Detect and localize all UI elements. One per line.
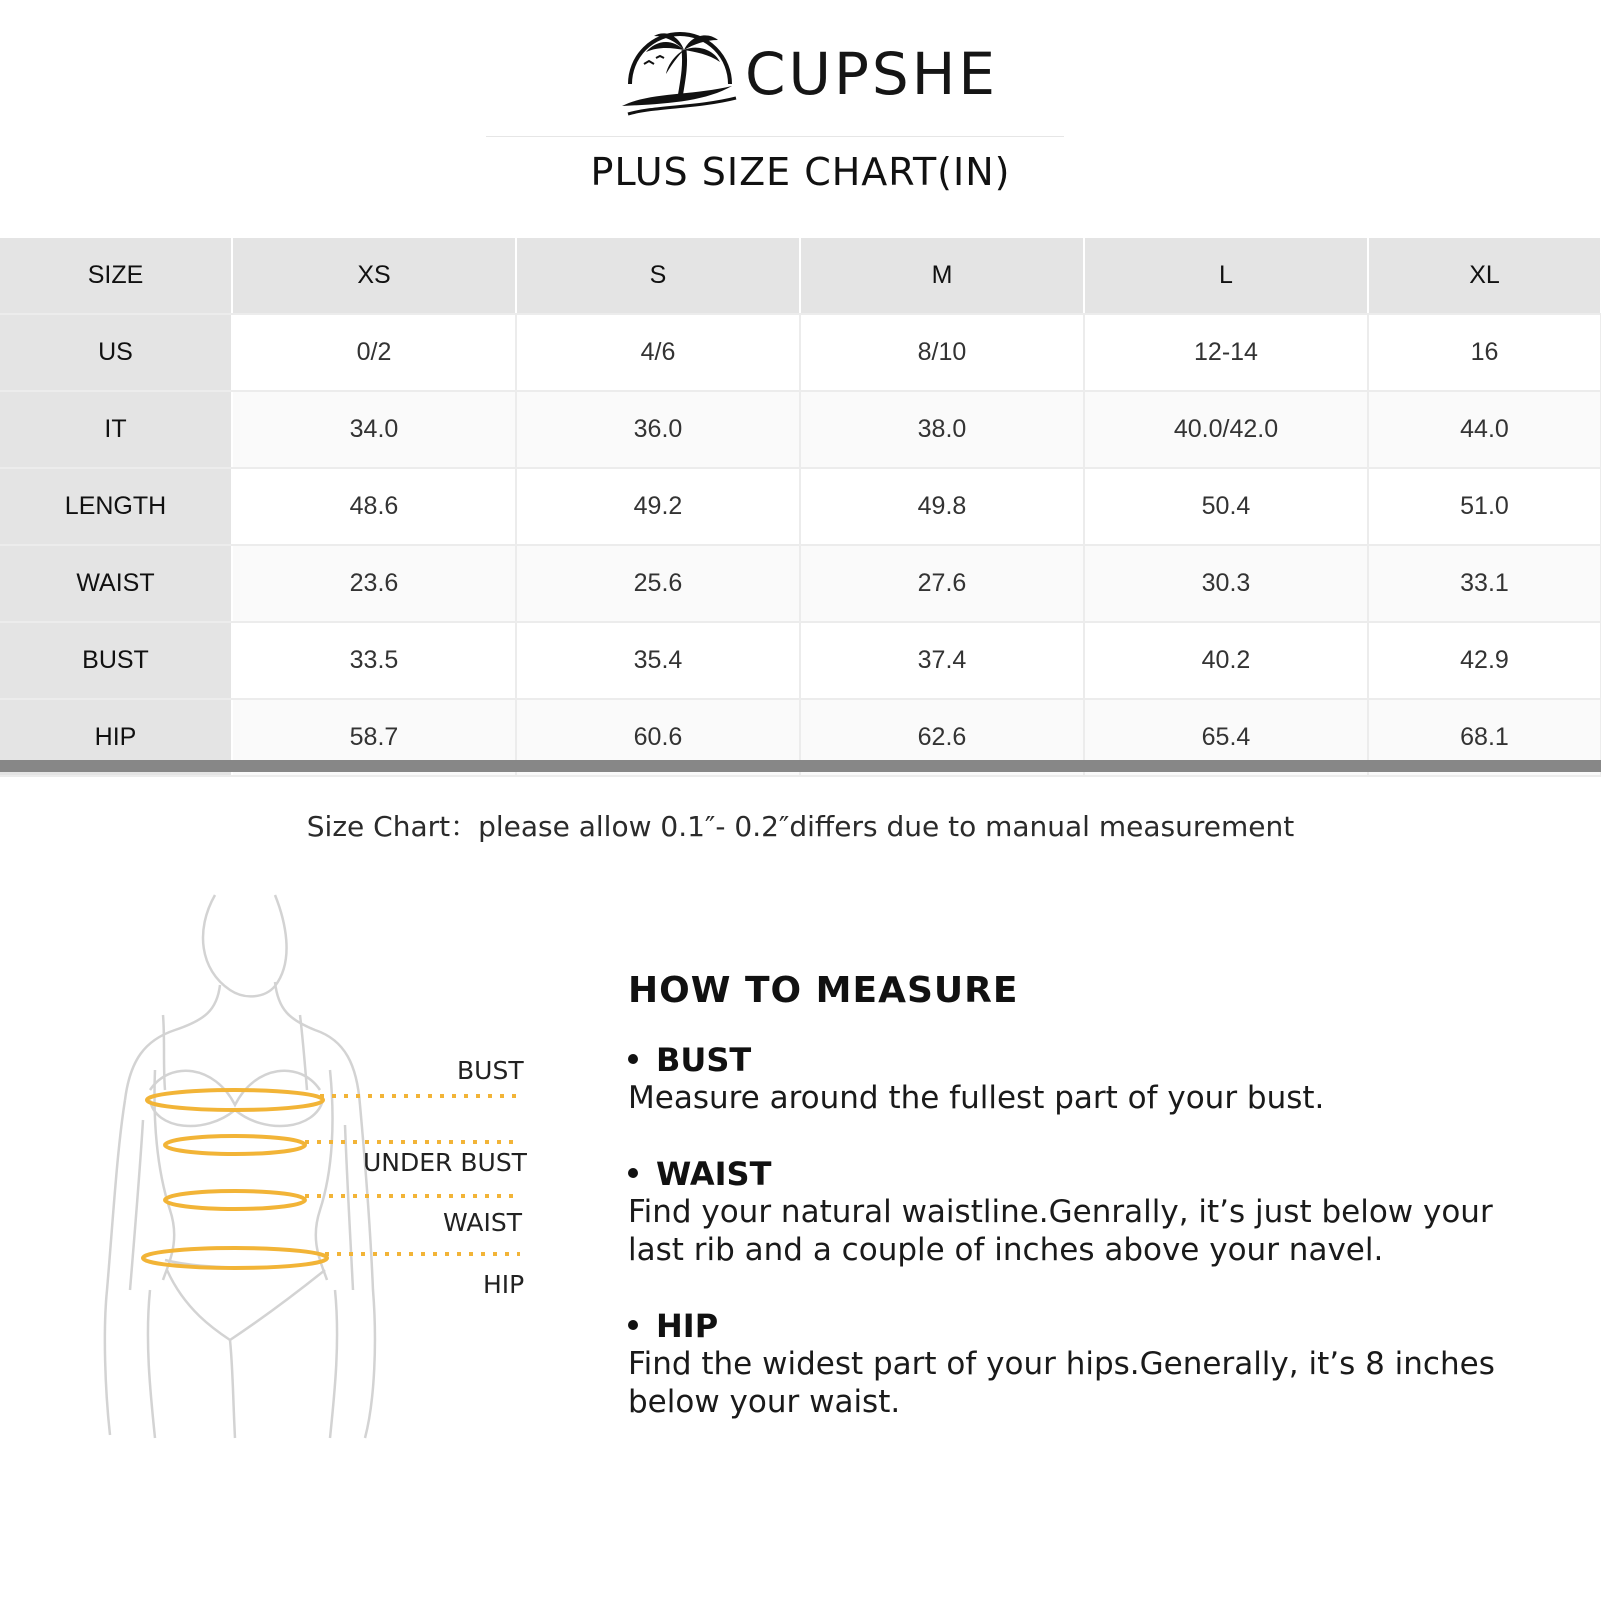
- item-heading: HIP: [656, 1307, 719, 1345]
- table-header-row: [0, 238, 1601, 314]
- table-row: [0, 314, 1601, 391]
- column-header: SIZE: [0, 238, 232, 314]
- row-label: IT: [0, 391, 232, 468]
- table-cell: 62.6: [800, 699, 1084, 776]
- table-cell: 40.2: [1084, 622, 1368, 699]
- table-row: [0, 545, 1601, 622]
- table-cell: 8/10: [800, 314, 1084, 391]
- bullet-icon: [628, 1168, 638, 1178]
- column-header: XL: [1368, 238, 1601, 314]
- list-item: [628, 1155, 1558, 1269]
- table-cell: 40.0/42.0: [1084, 391, 1368, 468]
- table-cell: 58.7: [232, 699, 516, 776]
- brand-name: CUPSHE: [745, 40, 999, 108]
- table-cell: 49.8: [800, 468, 1084, 545]
- column-header: M: [800, 238, 1084, 314]
- table-bottom-bar: [0, 760, 1601, 772]
- table-cell: 12-14: [1084, 314, 1368, 391]
- table-cell: 38.0: [800, 391, 1084, 468]
- item-description: Measure around the fullest part of your bust.: [628, 1080, 1325, 1116]
- item-description: Find your natural waistline.Genrally, it’s just below your last rib and a couple of inches above your navel.: [628, 1194, 1493, 1268]
- table-cell: 36.0: [516, 391, 800, 468]
- table-row: [0, 622, 1601, 699]
- header: [0, 0, 1601, 230]
- list-item: [628, 1041, 1558, 1117]
- table-cell: 50.4: [1084, 468, 1368, 545]
- figure-label-bust: BUST: [457, 1056, 524, 1085]
- row-label: HIP: [0, 699, 232, 776]
- measurement-note: Size Chart：please allow 0.1″- 0.2″differs due to manual measurement: [306, 810, 1295, 843]
- section-title: HOW TO MEASURE: [628, 970, 1019, 1011]
- item-heading: WAIST: [656, 1155, 772, 1193]
- brand-logo: [620, 26, 999, 116]
- table-cell: 37.4: [800, 622, 1084, 699]
- table-cell: 44.0: [1368, 391, 1601, 468]
- column-header: XS: [232, 238, 516, 314]
- table-cell: 0/2: [232, 314, 516, 391]
- row-label: WAIST: [0, 545, 232, 622]
- table-cell: 48.6: [232, 468, 516, 545]
- figure-label-hip: HIP: [483, 1270, 525, 1299]
- bullet-icon: [628, 1054, 638, 1064]
- table-cell: 33.1: [1368, 545, 1601, 622]
- table-cell: 34.0: [232, 391, 516, 468]
- table-cell: 23.6: [232, 545, 516, 622]
- table-cell: 4/6: [516, 314, 800, 391]
- column-header: S: [516, 238, 800, 314]
- table-cell: 42.9: [1368, 622, 1601, 699]
- table-row: [0, 468, 1601, 545]
- table-row: [0, 391, 1601, 468]
- table-cell: 51.0: [1368, 468, 1601, 545]
- row-label: US: [0, 314, 232, 391]
- table-cell: 16: [1368, 314, 1601, 391]
- table-cell: 65.4: [1084, 699, 1368, 776]
- row-label: BUST: [0, 622, 232, 699]
- list-item: [628, 1307, 1558, 1421]
- palm-tree-island-icon: [620, 26, 740, 116]
- table-cell: 35.4: [516, 622, 800, 699]
- body-measurement-figure: [95, 890, 545, 1450]
- how-to-measure-section: [628, 970, 1558, 1459]
- table-cell: 25.6: [516, 545, 800, 622]
- figure-label-waist: WAIST: [443, 1208, 522, 1237]
- table-cell: 49.2: [516, 468, 800, 545]
- table-cell: 60.6: [516, 699, 800, 776]
- column-header: L: [1084, 238, 1368, 314]
- table-cell: 30.3: [1084, 545, 1368, 622]
- header-divider: [486, 136, 1064, 137]
- item-heading: BUST: [656, 1041, 752, 1079]
- item-description: Find the widest part of your hips.Generally, it’s 8 inches below your waist.: [628, 1346, 1495, 1420]
- bullet-icon: [628, 1320, 638, 1330]
- page-title: PLUS SIZE CHART(IN): [590, 150, 1011, 194]
- figure-label-under-bust: UNDER BUST: [363, 1148, 527, 1177]
- table-cell: 33.5: [232, 622, 516, 699]
- row-label: LENGTH: [0, 468, 232, 545]
- table-cell: 68.1: [1368, 699, 1601, 776]
- size-table: [0, 238, 1601, 777]
- table-cell: 27.6: [800, 545, 1084, 622]
